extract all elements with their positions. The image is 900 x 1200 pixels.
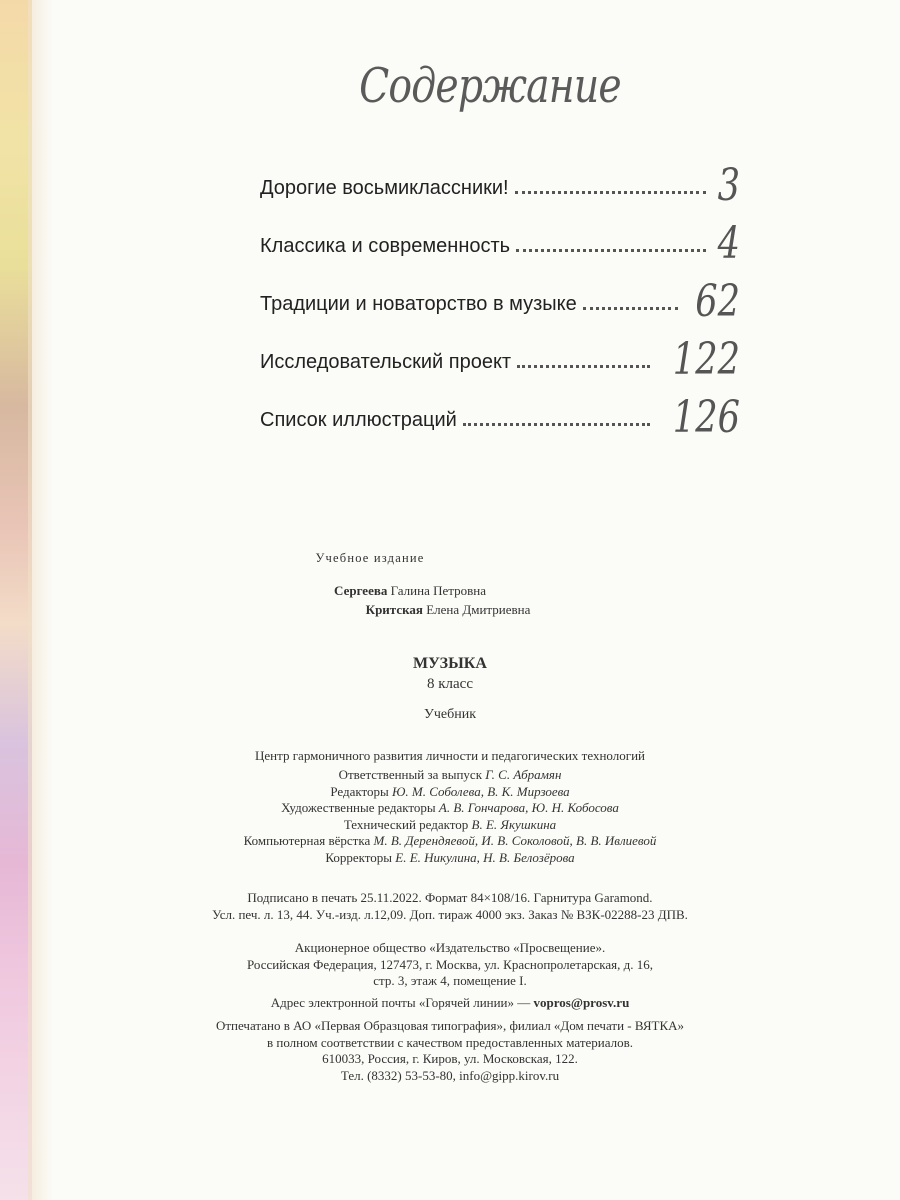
toc-entry[interactable] <box>260 208 740 269</box>
toc-title: Содержание <box>359 58 621 114</box>
credit-names: М. В. Дерендяевой, И. В. Соколовой, В. В. Ивлиевой <box>373 833 657 848</box>
hotline-email[interactable]: vopros@prosv.ru <box>533 995 630 1010</box>
book-title: МУЗЫКА <box>413 655 487 672</box>
author-surname: Сергеева <box>334 583 388 598</box>
toc-entry-label: Список иллюстраций <box>260 409 457 431</box>
publisher-line: Акционерное общество «Издательство «Просвещение». <box>294 940 606 955</box>
toc-entry-label: Традиции и новаторство в музыке <box>260 293 577 315</box>
credit-line <box>70 817 830 834</box>
printer-info <box>70 1018 830 1084</box>
print-info-line: Усл. печ. л. 13, 44. Уч.-изд. л.12,09. Доп. тираж 4000 экз. Заказ № ВЗК-02288-23 ДПВ. <box>212 906 688 922</box>
credit-role: Ответственный за выпуск <box>338 767 483 782</box>
credits <box>70 767 830 866</box>
publisher-line: стр. 3, этаж 4, помещение I. <box>373 973 527 988</box>
toc-entry-page: 62 <box>695 276 740 327</box>
center-name: Центр гармоничного развития личности и педагогических технологий <box>255 748 645 763</box>
credit-line <box>70 850 830 867</box>
printer-line: в полном соответствии с качеством предоставленных материалов. <box>266 1034 634 1050</box>
table-of-contents <box>260 150 740 443</box>
book-type: Учебник <box>423 707 477 722</box>
publisher-info <box>70 940 830 990</box>
page-edge-fade <box>28 0 52 1200</box>
author-name: Елена Дмитриевна <box>426 602 531 617</box>
toc-leader-dots <box>583 306 678 310</box>
credit-line <box>70 833 830 850</box>
author-1 <box>0 583 860 599</box>
credit-role: Технический редактор <box>343 816 469 832</box>
book-grade: 8 класс <box>427 676 473 692</box>
toc-entry[interactable] <box>260 382 740 443</box>
author-name: Галина Петровна <box>390 583 486 598</box>
print-info-line: Подписано в печать 25.11.2022. Формат 84×108/16. Гарнитура Garamond. <box>247 890 653 905</box>
publisher-line: Российская Федерация, 127473, г. Москва, ул. Краснопролетарская, д. 16, <box>247 956 653 972</box>
author-surname: Критская <box>365 602 423 617</box>
credit-names: Г. С. Абрамян <box>485 767 562 782</box>
hotline-label: Адрес электронной почты «Горячей линии» — <box>270 995 531 1010</box>
toc-leader-dots <box>515 190 706 194</box>
author-2 <box>0 602 898 618</box>
credit-role: Корректоры <box>325 849 393 865</box>
toc-entry-page: 126 <box>672 392 740 443</box>
toc-entry-page: 4 <box>717 218 740 269</box>
toc-leader-dots <box>516 248 706 252</box>
toc-entry-page: 122 <box>672 334 740 385</box>
toc-entry[interactable] <box>260 324 740 385</box>
hotline <box>70 995 830 1011</box>
credit-line <box>70 784 830 801</box>
credit-names: В. Е. Якушкина <box>471 816 557 832</box>
credit-role: Художественные редакторы <box>281 800 436 815</box>
credit-role: Редакторы <box>330 783 389 799</box>
edition-type: Учебное издание <box>315 551 425 565</box>
toc-entry-page: 3 <box>717 160 740 211</box>
toc-entry-label: Исследовательский проект <box>260 351 512 373</box>
credit-line <box>70 767 830 784</box>
printer-line: 610033, Россия, г. Киров, ул. Московская, 122. <box>322 1051 578 1066</box>
toc-leader-dots <box>517 364 650 368</box>
printer-line: Отпечатано в АО «Первая Образцовая типография», филиал «Дом печати - ВЯТКА» <box>215 1018 685 1033</box>
credit-names: А. В. Гончарова, Ю. Н. Кобосова <box>438 800 619 815</box>
printer-line: Тел. (8332) 53-53-80, info@gipp.kirov.ru <box>340 1067 560 1083</box>
toc-entry-label: Дорогие восьмиклассники! <box>260 177 509 199</box>
toc-entry-label: Классика и современность <box>260 235 511 257</box>
toc-entry[interactable] <box>260 150 740 211</box>
toc-entry[interactable] <box>260 266 740 327</box>
credit-names: Ю. М. Соболева, В. К. Мирзоева <box>392 783 570 799</box>
credit-line <box>70 800 830 817</box>
toc-leader-dots <box>463 422 650 426</box>
credit-names: Е. Е. Никулина, Н. В. Белозёрова <box>395 849 575 865</box>
credit-role: Компьютерная вёрстка <box>243 833 371 848</box>
print-info <box>70 890 830 923</box>
